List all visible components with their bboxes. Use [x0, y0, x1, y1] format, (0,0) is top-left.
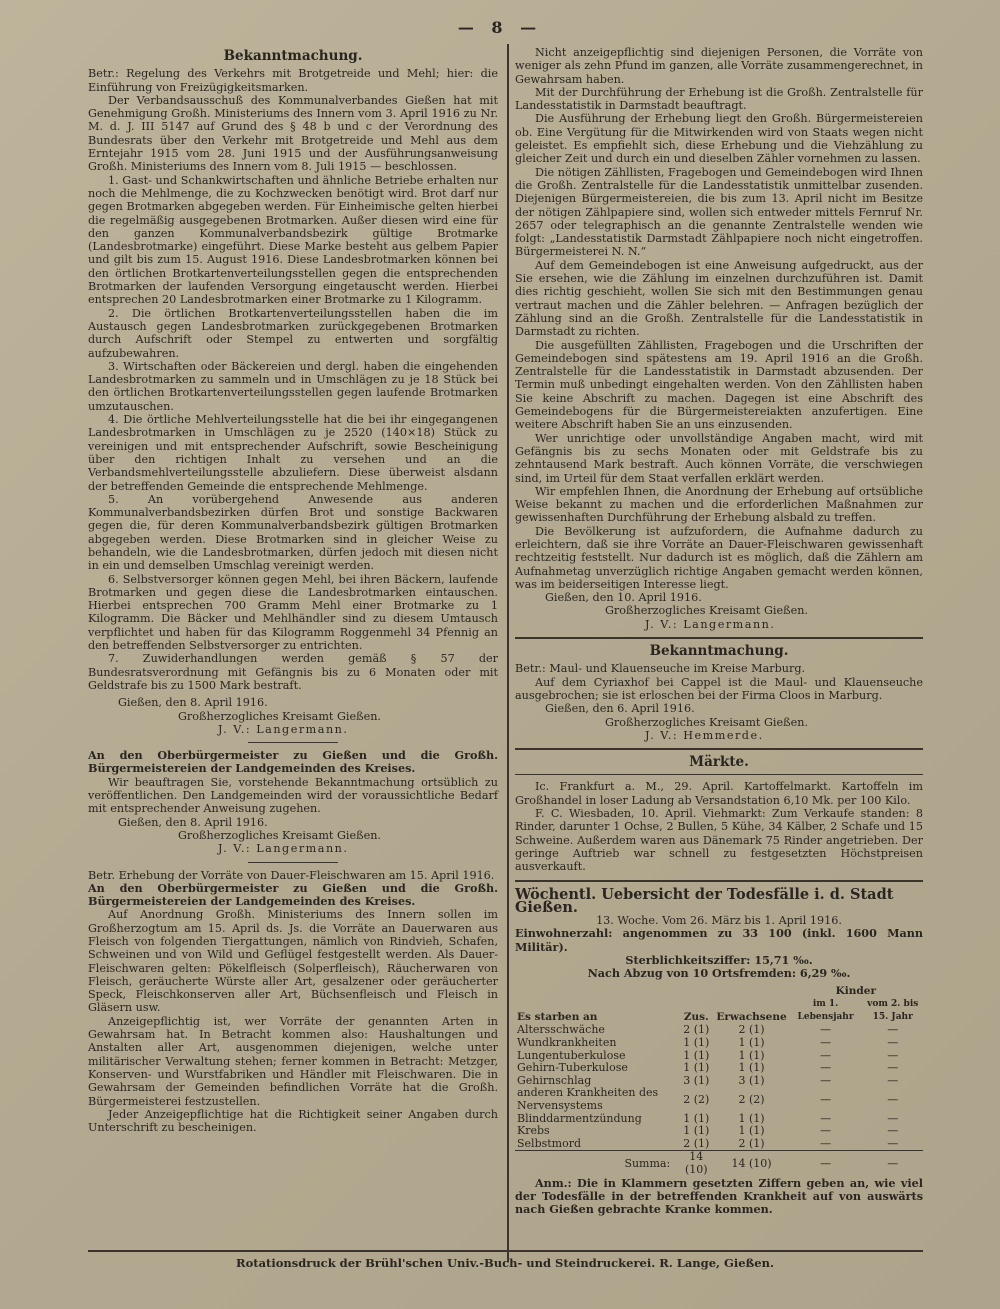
total-cell: 3 (1)	[683, 1073, 710, 1087]
child-cell: —	[887, 1048, 899, 1062]
statistics-note: Anm.: Die in Klammern gesetzten Ziffern geben an, wie viel der Todesfälle in der betreffenden Krankheit auf von auswärts nach Gießen gebrachte Kranke kommen.	[515, 1175, 923, 1217]
adults-cell: 3 (1)	[738, 1073, 765, 1087]
notice-date: Gießen, den 8. April 1916.	[118, 696, 268, 710]
total-cell: 1 (1)	[683, 1111, 710, 1125]
cause-cell: Wundkrankheiten	[517, 1036, 617, 1050]
table-row	[515, 1125, 923, 1138]
notice-paragraph: Die ausgefüllten Zähllisten, Fragebogen und die Urschriften der Gemeindebogen sind spätestens am 19. April 1916 an die Großh. Zentralstelle für die Landesstatistik in Darmstadt abzusenden. Der Termin muß unbedingt eingehalten werden. Von den Zähllisten haben Sie keine Abschrift zu machen. Dagegen ist eine Abschrift des Gemeindebogens für die Bürgermeistereiakten anzufertigen. Eine weitere Abschrift haben Sie an uns einzusenden.	[515, 338, 923, 432]
adults-cell: 2 (2)	[738, 1092, 765, 1106]
notice-title: An den Oberbürgermeister zu Gießen und die Großh. Bürgermeistereien der Landgemeinden des Kreises.	[88, 880, 498, 909]
column-header-total: Zus.	[683, 1011, 709, 1024]
market-report-frankfurt: Ic. Frankfurt a. M., 29. April. Kartoffelmarkt. Kartoffeln im Großhandel in loser Ladung ab Versandstation 6,10 Mk. per 100 Kilo.	[515, 780, 923, 807]
cause-cell: Altersschwäche	[517, 1023, 605, 1037]
notice-paragraph-3: 3. Wirtschaften oder Bäckereien und dergl. haben die eingehenden Landesbrotmarken zu sammeln und in Umschlägen zu je 18 Stück bei den örtlichen Brotkartenverteilungsstellen gegen laufende Brotmarken umzutauschen.	[88, 359, 498, 413]
child-cell: —	[887, 1036, 899, 1050]
death-statistics	[515, 885, 923, 1217]
notice-subject: Betr. Erhebung der Vorräte von Dauer-Fleischwaren am 15. April 1916.	[88, 868, 495, 882]
notice-paragraph-2: Anzeigepflichtig ist, wer Vorräte der genannten Arten in Gewahrsam hat. In Betracht kommen also: Haushaltungen und Anstalten aller Art, ausgenommen diejenigen, welche unter militärischer Verwaltung stehen; ferner kommen in Betracht: Metzger, Konserven- und Wurstfabriken und Händler mit Fleischwaren. Die in Gewahrsam der Gemeinden befindlichen Vorräte hat die Großh. Bürgermeisterei festzustellen.	[88, 1014, 498, 1108]
cause-cell: Gehirnschlag	[517, 1073, 592, 1087]
infant-cell: —	[820, 1073, 832, 1087]
column-header-child: vom 2. bis 15. Jahr	[867, 998, 919, 1023]
adults-cell: 1 (1)	[738, 1036, 765, 1050]
notice-office: Großherzogliches Kreisamt Gießen.	[178, 828, 381, 842]
cause-cell: Blinddarmentzündung	[517, 1111, 642, 1125]
child-cell: —	[887, 1061, 899, 1075]
notice-subject: Betr.: Regelung des Verkehrs mit Brotgetreide und Mehl; hier: die Einführung von Freizügigkeitsmarken.	[88, 67, 498, 94]
statistics-mortality-rate: Sterblichkeitsziffer: 15,71 ‰.	[625, 953, 813, 967]
notice-body: Auf dem Cyriaxhof bei Cappel ist die Maul- und Klauenseuche ausgebrochen; sie ist erloschen bei der Firma Cloos in Marburg.	[515, 675, 923, 702]
notice-paragraph: Nicht anzeigepflichtig sind diejenigen Personen, die Vorräte von weniger als zehn Pfund im ganzen, alle Vorräte zusammengerechnet, in Gewahrsam haben.	[515, 46, 923, 86]
page-number: — 8 —	[457, 18, 543, 37]
total-cell: 2 (1)	[683, 1136, 710, 1150]
notice-body: Wir beauftragen Sie, vorstehende Bekanntmachung ortsüblich zu veröffentlichen. Den Landgemeinden wird der voraussichtliche Bedarf mit entsprechender Anweisung zugehen.	[88, 775, 498, 816]
notice-meat-survey-continued	[515, 46, 923, 631]
child-cell: —	[887, 1023, 899, 1037]
market-report-wiesbaden: F. C. Wiesbaden, 10. April. Viehmarkt: Zum Verkaufe standen: 8 Rinder, darunter 1 Ochse, 2 Bullen, 5 Kühe, 34 Kälber, 2 Schafe und 15 Schweine. Außerdem waren aus Dänemark 75 Rinder angetrieben. Der geringe Auftrieb war schnell zu festgesetzten Höchstpreisen ausverkauft.	[515, 807, 923, 874]
notice-foot-mouth-disease	[515, 645, 923, 742]
notice-bread-regulation	[88, 50, 498, 736]
notice-paragraph: Mit der Durchführung der Erhebung ist die Großh. Zentralstelle für Landesstatistik in Darmstadt beauftragt.	[515, 85, 923, 113]
column-header-cause: Es starben an	[517, 1011, 598, 1024]
column-divider	[507, 44, 509, 1262]
death-rows	[515, 1024, 923, 1150]
divider	[515, 748, 923, 750]
adults-cell: 1 (1)	[738, 1048, 765, 1062]
infant-cell: —	[820, 1061, 832, 1075]
column-header-children: Kinder	[835, 984, 876, 997]
statistics-population: Einwohnerzahl: angenommen zu 33 100 (inkl. 1600 Mann Militär).	[515, 926, 923, 954]
adults-cell: 2 (1)	[738, 1136, 765, 1150]
notice-paragraph: Wir empfehlen Ihnen, die Anordnung der Erhebung auf ortsübliche Weise bekannt zu machen und die erforderlichen Maßnahmen zur gewissenhaften Durchführung der Erhebung alsbald zu treffen.	[515, 484, 923, 525]
cause-cell: anderen Krankheiten des Nervensystems	[517, 1086, 659, 1113]
notice-office: Großherzogliches Kreisamt Gießen.	[178, 709, 381, 723]
cause-cell: Krebs	[517, 1124, 550, 1138]
notice-paragraph: Die nötigen Zähllisten, Fragebogen und Gemeindebogen wird Ihnen die Großh. Zentralstelle für die Landesstatistik unmittelbar zusenden. Diejenigen Bürgermeistereien, die bis zum 13. April nicht im Besitze der nötigen Zählpapiere sind, wollen sich entweder mittels Fernruf Nr. 2657 oder telegraphisch an die genannte Zentralstelle wenden wie folgt: „Landesstatistik Darmstadt Zählpapiere noch nicht eingetroffen. Bürgermeisterei N. N.“	[515, 165, 923, 259]
infant-cell: —	[820, 1036, 832, 1050]
notice-signer: J. V.: Langermann.	[645, 617, 776, 631]
notice-title: Bekanntmachung.	[223, 48, 363, 64]
notice-intro: Der Verbandsausschuß des Kommunalverbandes Gießen hat mit Genehmigung Großh. Ministeriums des Innern vom 3. April 1916 zu Nr. M. d. J. III 5147 auf Grund des § 48 b und c der Verordnung des Bundesrats über den Verkehr mit Brotgetreide und Mehl aus dem Erntejahr 1915 vom 28. Juni 1915 und der Ausführungsanweisung Großh. Ministeriums des Innern vom 8. Juli 1915 — beschlossen.	[88, 93, 498, 174]
markets-section	[515, 756, 923, 873]
divider	[515, 880, 923, 882]
divider	[248, 862, 338, 863]
notice-office: Großherzogliches Kreisamt Gießen.	[605, 604, 808, 618]
total-cell: 2 (2)	[683, 1092, 710, 1106]
adults-cell: 2 (1)	[738, 1023, 765, 1037]
divider	[248, 742, 338, 743]
table-row	[515, 1087, 923, 1112]
notice-signer: J. V.: Langermann.	[218, 842, 349, 856]
notice-date: Gießen, den 8. April 1916.	[118, 815, 268, 829]
sum-infant: —	[789, 1151, 863, 1177]
adults-cell: 1 (1)	[738, 1124, 765, 1138]
column-header-infant: im 1. Lebensjahr	[797, 998, 854, 1023]
infant-cell: —	[820, 1048, 832, 1062]
infant-cell: —	[820, 1111, 832, 1125]
notice-date: Gießen, den 6. April 1916.	[545, 702, 695, 716]
table-sum-row	[515, 1151, 923, 1177]
notice-title: Bekanntmachung.	[649, 643, 789, 660]
right-column	[515, 46, 923, 1217]
notice-paragraph-6: 6. Selbstversorger können gegen Mehl, bei ihren Bäckern, laufende Brotmarken und gegen diese die Landesbrotmarken eintauschen. Hierbei entsprechen 700 Gramm Mehl einer Brotmarke zu 1 Kilogramm. Die Bäcker und Mehlhändler sind zu diesem Umtausch verpflichtet und haben für das Kilogramm Roggenmehl 34 Pfennig an den betreffenden Selbstversorger zu entrichten.	[88, 572, 498, 653]
notice-date: Gießen, den 10. April 1916.	[545, 591, 702, 605]
sum-child: —	[862, 1151, 923, 1177]
notice-paragraph: Die Bevölkerung ist aufzufordern, die Aufnahme dadurch zu erleichtern, daß sie ihre Vorräte an Dauer-Fleischwaren gewissenhaft rechtzeitig feststellt. Nur dadurch ist es möglich, daß die Zählern am Aufnahmetag unverzüglich richtige Angaben gemacht werden können, was im beiderseitigen Interesse liegt.	[515, 524, 923, 591]
notice-paragraph-4: 4. Die örtliche Mehlverteilungsstelle hat die bei ihr eingegangenen Landesbrotmarken in Umschlägen zu je 2520 (140×18) Stück zu vereinigen und mit entsprechender Aufschrift, sowie Bescheinigung über den richtigen Inhalt zu versehen und an die Verbandsmehlverteilungsstelle abzuliefern. Diese überweist alsdann der betreffenden Gemeinde die entsprechende Mehlmenge.	[88, 413, 498, 493]
child-cell: —	[887, 1073, 899, 1087]
notice-paragraph: Wer unrichtige oder unvollständige Angaben macht, wird mit Gefängnis bis zu sechs Monaten oder mit Geldstrafe bis zu zehntausend Mark bestraft. Auch können Vorräte, die verschwiegen sind, im Urteil für dem Staat verfallen erklärt werden.	[515, 431, 923, 485]
infant-cell: —	[820, 1124, 832, 1138]
statistics-week: 13. Woche. Vom 26. März bis 1. April 1916.	[596, 914, 842, 928]
sum-total: 14 (10)	[678, 1151, 714, 1177]
total-cell: 2 (1)	[683, 1023, 710, 1037]
notice-paragraph: Die Ausführung der Erhebung liegt den Großh. Bürgermeistereien ob. Eine Vergütung für die Mitwirkenden wird von Staats wegen nicht geleistet. Es empfiehlt sich, diese Erhebung und die Viehzählung zu gleicher Zeit und durch ein und dieselben Zähler vornehmen zu lassen.	[515, 112, 923, 166]
notice-paragraph-7: 7. Zuwiderhandlungen werden gemäß § 57 der Bundesratsverordnung mit Gefängnis bis zu 6 Monaten oder mit Geldstrafe bis zu 1500 Mark bestraft.	[88, 652, 498, 692]
child-cell: —	[887, 1124, 899, 1138]
child-cell: —	[887, 1111, 899, 1125]
table-row	[515, 1037, 923, 1050]
total-cell: 1 (1)	[683, 1036, 710, 1050]
sum-label: Summa:	[515, 1151, 678, 1177]
notice-paragraph-3: Jeder Anzeigepflichtige hat die Richtigkeit seiner Angaben durch Unterschrift zu bescheinigen.	[88, 1107, 498, 1135]
notice-paragraph-2: 2. Die örtlichen Brotkartenverteilungsstellen haben die im Austausch gegen Landesbrotmarken zurückgegebenen Brotmarken durch Aufschrift oder Stempel zu entwerten und sorgfältig aufzubewahren.	[88, 306, 498, 360]
left-column	[88, 46, 498, 1134]
column-header-adults: Erwachsene	[716, 1011, 787, 1024]
divider	[515, 774, 923, 775]
notice-paragraph: Auf dem Gemeindebogen ist eine Anweisung aufgedruckt, aus der Sie ersehen, wie die Zählung im einzelnen durchzuführen ist. Damit dies richtig geschieht, wollen Sie sich mit den Bestimmungen genau vertraut machen und die Zähler belehren. — Anfragen bezüglich der Zählung sind an die Großh. Zentralstelle für die Landesstatistik in Darmstadt zu richten.	[515, 258, 923, 339]
adults-cell: 1 (1)	[738, 1061, 765, 1075]
table-row	[515, 1062, 923, 1075]
adults-cell: 1 (1)	[738, 1111, 765, 1125]
table-row	[515, 1113, 923, 1126]
notice-signer: J. V.: Langermann.	[218, 722, 349, 736]
total-cell: 1 (1)	[683, 1124, 710, 1138]
notice-title: An den Oberbürgermeister zu Gießen und die Großh. Bürgermeistereien der Landgemeinden des Kreises.	[88, 748, 498, 776]
notice-office: Großherzogliches Kreisamt Gießen.	[605, 715, 808, 729]
infant-cell: —	[820, 1023, 832, 1037]
notice-signer: J. V.: Hemmerde.	[645, 728, 764, 742]
child-cell: —	[887, 1092, 899, 1106]
table-row	[515, 1138, 923, 1151]
markets-title: Märkte.	[689, 754, 749, 771]
statistics-adjusted-rate: Nach Abzug von 10 Ortsfremden: 6,29 ‰.	[587, 966, 851, 981]
footer-rule	[88, 1250, 923, 1252]
notice-mayors-instruction	[88, 749, 498, 855]
notice-subject: Betr.: Maul- und Klauenseuche im Kreise Marburg.	[515, 662, 806, 676]
divider	[515, 637, 923, 639]
notice-paragraph-5: 5. An vorübergehend Anwesende aus anderen Kommunalverbandsbezirken dürfen Brot und sonstige Backwaren gegen die, für deren Kommunalverbandsbezirk gültigen Brotmarken abgegeben werden. Diese Brotmarken sind in gleicher Weise zu behandeln, wie die Landesbrotmarken, dürfen jedoch mit diesen nicht in ein und demselben Umschlag vereinigt werden.	[88, 492, 498, 573]
sum-adults: 14 (10)	[714, 1151, 788, 1177]
printer-imprint: Rotationsdruck der Brühl'schen Univ.-Buch- und Steindruckerei. R. Lange, Gießen.	[236, 1256, 774, 1270]
infant-cell: —	[820, 1092, 832, 1106]
notice-paragraph-1: 1. Gast- und Schankwirtschaften und ähnliche Betriebe erhalten nur noch die Mehlmenge, die zu Kochzwecken benötigt wird. Brot darf nur gegen Brotmarken abgegeben werden. Für Einheimische gelten hierbei die regelmäßig ausgegebenen Brotmarken. Außer diesen wird eine für den ganzen Kommunalverbandsbezirk gültige Brotmarke (Landesbrotmarke) eingeführt. Diese Marke besteht aus gelbem Papier und gilt bis zum 15. August 1916. Diese Landesbrotmarken können bei den örtlichen Brotkartenverteilungsstellen gegen die entsprechenden Brotmarken der laufenden Versorgung eingetauscht werden. Hierbei entsprechen 20 Landesbrotmarken einer Brotmarke zu 1 Kilogramm.	[88, 173, 498, 307]
cause-cell: Selbstmord	[517, 1136, 582, 1150]
total-cell: 1 (1)	[683, 1048, 710, 1062]
cause-cell: Lungentuberkulose	[517, 1048, 626, 1062]
death-causes-table	[515, 985, 923, 1177]
child-cell: —	[887, 1136, 899, 1150]
death-statistics-title: Wöchentl. Uebersicht der Todesfälle i. d. Stadt Gießen.	[515, 885, 894, 916]
infant-cell: —	[820, 1136, 832, 1150]
notice-paragraph-1: Auf Anordnung Großh. Ministeriums des Innern sollen im Großherzogtum am 15. April ds. Js. die Vorräte an Dauerwaren aus Fleisch von folgenden Tiergattungen, nämlich von Rindvieh, Schafen, Schweinen und von Wild und Geflügel festgestellt werden. Als Dauer-Fleischwaren gelten: Pökelfleisch (Solperfleisch), Räucherwaren von Fleisch, geräucherte Würste aller Art, gesalzener oder geräucherter Speck, Fleischkonserven aller Art, Büchsenfleisch und Fleisch in Gläsern usw.	[88, 908, 498, 1015]
notice-meat-survey	[88, 869, 498, 1135]
cause-cell: Gehirn-Tuberkulose	[517, 1061, 628, 1075]
total-cell: 1 (1)	[683, 1061, 710, 1075]
